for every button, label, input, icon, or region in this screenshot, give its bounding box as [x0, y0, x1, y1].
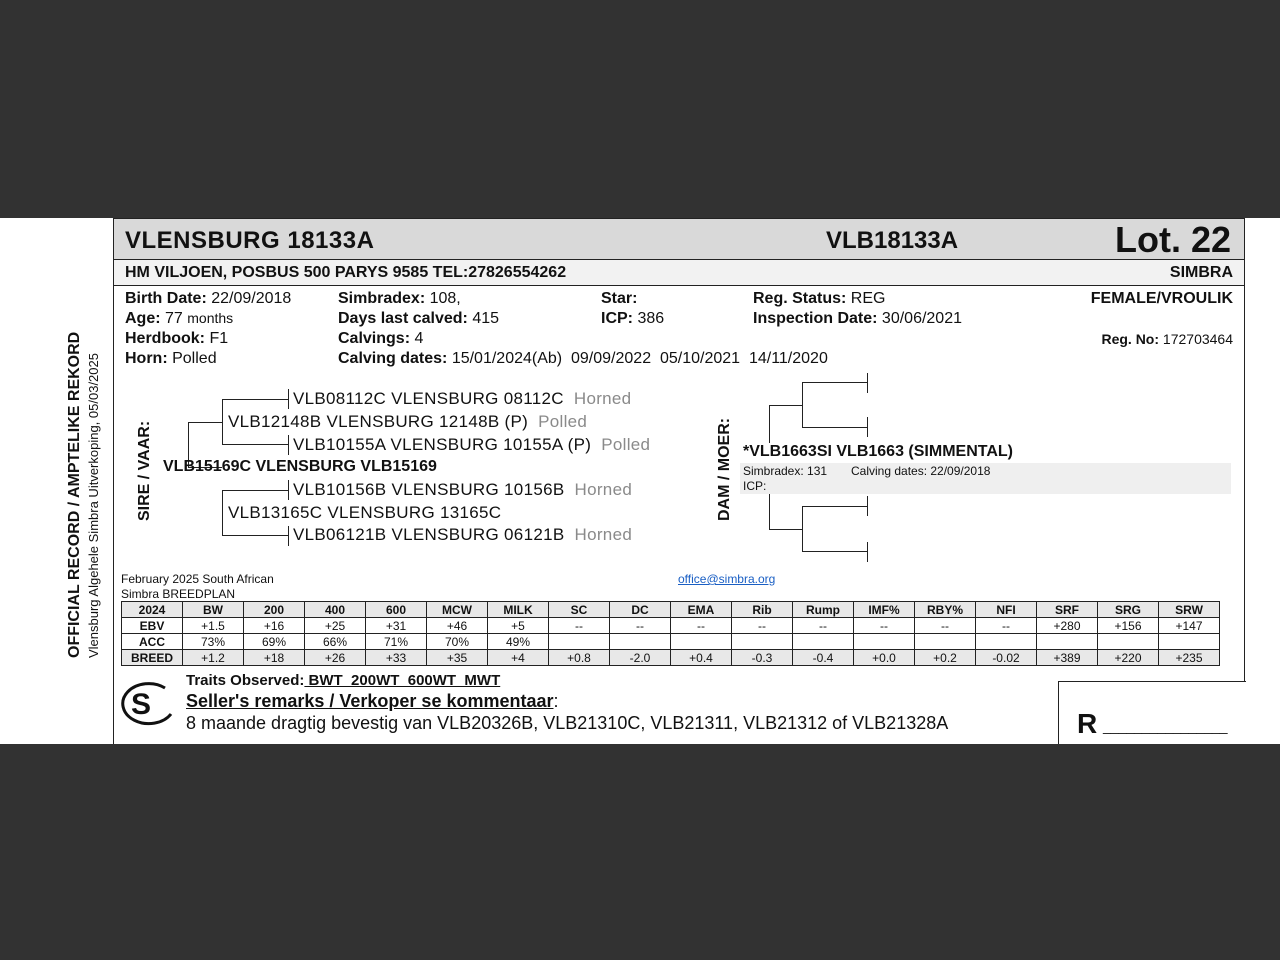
ebv-cell: +5 [488, 618, 549, 634]
inspection-date: Inspection Date: 30/06/2021 [753, 310, 962, 327]
ebv-cell: +46 [427, 618, 488, 634]
svg-text:S: S [131, 688, 152, 721]
ebv-cell: +31 [366, 618, 427, 634]
left-border [113, 218, 114, 744]
ebv-cell: RBY% [915, 602, 976, 618]
ebv-cell: -0.3 [732, 650, 793, 666]
r-signature-line[interactable]: ________________ [1103, 718, 1228, 734]
ebv-cell: Rump [793, 602, 854, 618]
sire-sire-sire: VLB08112C VLENSBURG 08112C Horned [293, 389, 632, 408]
horn: Horn: Polled [125, 350, 217, 367]
ebv-cell: -- [549, 618, 610, 634]
ebv-cell: BW [183, 602, 244, 618]
ebv-cell: -- [671, 618, 732, 634]
ebv-cell: EBV [122, 618, 183, 634]
ebv-cell: +220 [1098, 650, 1159, 666]
official-record-label: OFFICIAL RECORD / AMPTELIKE REKORD [66, 331, 83, 658]
ebv-cell: ACC [122, 634, 183, 650]
ebv-cell: -- [732, 618, 793, 634]
lot-number: Lot. 22 [1115, 219, 1232, 260]
ebv-cell: +0.8 [549, 650, 610, 666]
owner-line: HM VILJOEN, POSBUS 500 PARYS 9585 TEL:27826554262 [125, 264, 567, 281]
ebv-cell: 70% [427, 634, 488, 650]
ebv-table-row [122, 618, 1220, 634]
ebv-cell: -2.0 [610, 650, 671, 666]
dam-label: DAM / MOER: [716, 417, 733, 521]
ebv-cell: +156 [1098, 618, 1159, 634]
ebv-cell: -- [793, 618, 854, 634]
herdbook: Herdbook: F1 [125, 330, 229, 347]
icp: ICP: 386 [601, 310, 665, 327]
sire-sire-dam: VLB10155A VLENSBURG 10155A (P) Polled [293, 435, 651, 454]
ebv-cell: +0.0 [854, 650, 915, 666]
sire-sire: VLB12148B VLENSBURG 12148B (P) Polled [228, 412, 588, 431]
ebv-cell [1037, 634, 1098, 650]
ebv-cell: BREED [122, 650, 183, 666]
ebv-cell: +1.2 [183, 650, 244, 666]
sale-label: Vlensburg Algehele Simbra Uitverkoping, 05/03/2025 [86, 353, 101, 658]
ebv-cell: Rib [732, 602, 793, 618]
sex-label: FEMALE/VROULIK [1090, 290, 1233, 307]
ebv-cell: 200 [244, 602, 305, 618]
ebv-cell: 49% [488, 634, 549, 650]
ebv-cell: 66% [305, 634, 366, 650]
ebv-cell [854, 634, 915, 650]
ebv-cell [1098, 634, 1159, 650]
dam: *VLB1663SI VLB1663 (SIMMENTAL) [743, 443, 1013, 460]
animal-code: VLB18133A [826, 227, 959, 254]
sire: VLB15169C VLENSBURG VLB15169 [163, 458, 437, 475]
ebv-cell: -0.02 [976, 650, 1037, 666]
ebv-cell: MILK [488, 602, 549, 618]
email-link[interactable]: office@simbra.org [678, 572, 776, 586]
dam-simbradex: Simbradex: 131 [743, 464, 828, 478]
ebv-cell: +18 [244, 650, 305, 666]
ebv-cell: SC [549, 602, 610, 618]
ebv-cell: 400 [305, 602, 366, 618]
sire-dam-dam: VLB06121B VLENSBURG 06121B Horned [293, 525, 633, 544]
ebv-cell: MCW [427, 602, 488, 618]
ebv-cell: +4 [488, 650, 549, 666]
ebv-cell: IMF% [854, 602, 915, 618]
ebv-table-row [122, 602, 1220, 618]
ebv-cell: SRW [1159, 602, 1220, 618]
dam-calving-dates: Calving dates: 22/09/2018 [851, 464, 991, 478]
ebv-cell [793, 634, 854, 650]
animal-name: VLENSBURG 18133A [125, 227, 375, 254]
ebv-cell: 600 [366, 602, 427, 618]
ebv-cell [915, 634, 976, 650]
ebv-cell: DC [610, 602, 671, 618]
right-border [1244, 260, 1245, 682]
calvings: Calvings: 4 [338, 330, 424, 347]
star-label: Star: [601, 290, 638, 307]
breedplan-line1: February 2025 South African [121, 572, 274, 586]
sire-dam-sire: VLB10156B VLENSBURG 10156B Horned [293, 480, 633, 499]
ebv-cell: +147 [1159, 618, 1220, 634]
remarks-text: 8 maande dragtig bevestig van VLB20326B, VLB21310C, VLB21311, VLB21312 of VLB21328A [186, 713, 949, 733]
r-letter: R [1077, 708, 1098, 739]
ebv-cell: 2024 [122, 602, 183, 618]
ebv-cell: +35 [427, 650, 488, 666]
ebv-cell [976, 634, 1037, 650]
ebv-cell: -0.4 [793, 650, 854, 666]
simbra-s-logo-icon [113, 680, 177, 730]
ebv-cell: +1.5 [183, 618, 244, 634]
ebv-cell [732, 634, 793, 650]
ebv-cell: SRG [1098, 602, 1159, 618]
dam-icp: ICP: [743, 479, 767, 493]
ebv-cell: +16 [244, 618, 305, 634]
ebv-cell: +26 [305, 650, 366, 666]
ebv-cell [610, 634, 671, 650]
ebv-cell: -- [610, 618, 671, 634]
ebv-cell: +25 [305, 618, 366, 634]
ebv-cell: +0.4 [671, 650, 732, 666]
ebv-cell: EMA [671, 602, 732, 618]
simbradex: Simbradex: 108, [338, 290, 461, 307]
breed-label: SIMBRA [1169, 264, 1233, 281]
ebv-cell: +389 [1037, 650, 1098, 666]
ebv-table-row [122, 650, 1220, 666]
record-sheet [0, 218, 1280, 744]
calving-dates: Calving dates: 15/01/2024(Ab) 09/09/2022 05/10/2021 14/11/2020 [338, 350, 828, 367]
ebv-cell [1159, 634, 1220, 650]
ebv-cell: 73% [183, 634, 244, 650]
ebv-cell: SRF [1037, 602, 1098, 618]
ebv-cell: -- [915, 618, 976, 634]
sire-dam: VLB13165C VLENSBURG 13165C [228, 503, 502, 522]
ebv-cell: 71% [366, 634, 427, 650]
ebv-cell: +0.2 [915, 650, 976, 666]
ebv-cell: +33 [366, 650, 427, 666]
age: Age: 77 months [125, 310, 234, 327]
days-last-calved: Days last calved: 415 [338, 310, 500, 327]
ebv-cell: -- [976, 618, 1037, 634]
reg-number: Reg. No: 172703464 [1101, 331, 1233, 347]
ebv-cell: +280 [1037, 618, 1098, 634]
breedplan-line2: Simbra BREEDPLAN [121, 587, 236, 601]
remarks-title: Seller's remarks / Verkoper se kommentaar: [186, 691, 559, 711]
traits-observed: Traits Observed: BWT 200WT 600WT MWT [186, 672, 501, 689]
reg-status: Reg. Status: REG [753, 290, 886, 307]
r-box [1058, 681, 1246, 744]
ebv-cell [549, 634, 610, 650]
birth-date: Birth Date: 22/09/2018 [125, 290, 292, 307]
ebv-table [121, 601, 1220, 666]
ebv-table-row [122, 634, 1220, 650]
ebv-cell [671, 634, 732, 650]
ebv-cell: NFI [976, 602, 1037, 618]
sire-label: SIRE / VAAR: [136, 420, 153, 521]
owner-band [113, 260, 1245, 286]
ebv-cell: 69% [244, 634, 305, 650]
ebv-cell: -- [854, 618, 915, 634]
ebv-cell: +235 [1159, 650, 1220, 666]
header-band [113, 218, 1245, 260]
